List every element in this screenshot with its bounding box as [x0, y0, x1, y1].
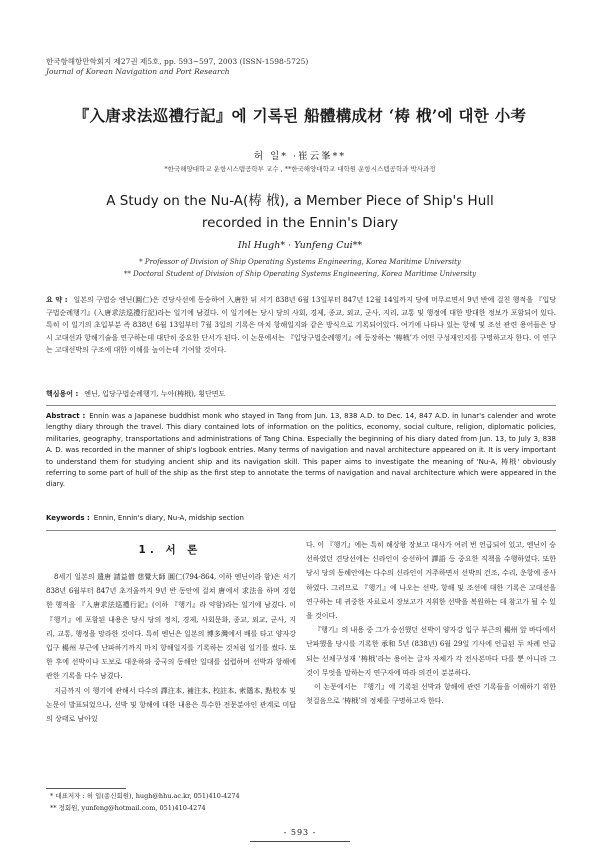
keywords-english [46, 514, 244, 522]
body-paragraph: 다. 이 『행기』에는 특히 해상왕 장보고 대사가 여러 번 언급되어 있고, 엔닌이 승선하였던 견당선에는 신라인이 승선하여 譯語 등 중요한 직책을 수행하였다. 또한 당시 당의 동해안에는 다수의 신라인이 거주하면서 선박의 건조, 수리, 운항에 종사하였다. 그러므로 『행기』에 나오는 선박, 항해 및 조선에 대한 기록은 고대선을 연구하는 데 귀중한 자료로서 장보고가 지휘한 선박을 복원하는 데 참고가 될 수 있을 것이다. [306, 541, 556, 621]
divider-bottom [46, 530, 556, 531]
affiliation-english-line2: ** Doctoral Student of Division of Ship Operating Systems Engineering, Korea Maritime University [123, 270, 477, 278]
abstract-english-text: Ennin was a Japanese buddhist monk who stayed in Tang from Jun. 13, 838 A.D. to Dec. 14, 847 A.D. in lunar's calender and wrote lengthy diary through the travel. This diary contained lots of information on the politics, economy, social culture, religion, diplomatic policies, militaries, geography, transportations and administrations of Tang China. Especially the beginning of his diary dated from Jun. 13, to July 3, 838 A. D. was recorded in the manner of ship's logbook entries. Many terms of navigation and naval architecture appeared on it. It is very important to understand them for studying ancient ship and its navigation skill. This paper aims to investigate the meaning of 'Nu-A, 梼栰' obviously referring to some part of hull of the ship as the first step to annotate the terms of navigation and naval architecture which were appeared in the diary. [46, 412, 556, 489]
footnote-divider [46, 788, 126, 789]
keywords-english-label: Keywords : [46, 514, 90, 522]
section-heading-introduction: 1. 서 론 [138, 544, 202, 556]
title-korean: 『入唐求法巡禮行記』에 기록된 船體構成材 ‘梼 栰’에 대한 小考 [73, 106, 527, 125]
body-paragraph: 이 논문에서는 『행기』에 기록된 선박과 항해에 관련 기록들을 이해하기 위한 첫걸음으로 ‘梼栰’의 정체를 구명하고자 한다. [306, 683, 556, 706]
keywords-korean-text: 엔닌, 입당구법순례행기, 누아(梼栰), 횡단면도 [84, 390, 226, 398]
page-number-underline [250, 841, 350, 842]
authors-korean: 허 일* ·崔云峯** [253, 151, 347, 162]
page-number: - 593 - [283, 828, 317, 837]
body-paragraph: 『행기』의 내용 중 그가 승선했던 선박이 양자강 입구 부근의 楊州 앞 바다에서 난파했을 당시를 기록한 承和 5년 (838년) 6월 29일 기사에 언급된 두 차례 언급되는 선체구성재 ‘梼栰’라는 용어는 글자 자체가 각 전사본마다 다를 뿐 아니라 그것이 무엇을 말하는지 연구자에 따라 의견이 분분하다. [306, 626, 556, 677]
keywords-korean-label: 핵심용어 : [46, 390, 79, 398]
body-paragraph: 지금까지 이 행기에 관해서 다수의 譯注本, 補注本, 校註本, 索隱本, 點校本 및 논문이 발표되었으나, 선박 및 항해에 대한 내용은 특수한 전문분야인 관계로 미답의 상태로 남아있 [46, 686, 296, 724]
keywords-korean [46, 389, 225, 399]
journal-citation: 한국항해항만학회지 제27권 제5호, pp. 593~597, 2003 (ISSN-1598-5725) [46, 57, 309, 66]
body-paragraph: 8세기 일본의 遣唐 請益僧 慈覺大師 圓仁(794-864, 이하 엔닌이라 함)은 서기 838년 6월부터 847년 초겨울까지 9년 반 동안에 걸쳐 唐에서 求法을 하며 경험한 행적을 『入唐求法巡禮行記』(이하 『행기』라 약함)라는 일기에 남겼다. 이 『행기』에 포함된 내용은 당시 당의 정치, 경제, 사회문화, 종교, 외교, 군사, 지리, 교통, 행정을 망라한 것이다. 특히 엔닌은 일본의 博多灣에서 배를 타고 양자강 입구 楊州 부근에 난파하기까지 마치 항해일지를 기록하는 것처럼 일기를 썼다. 또한 후에 선박이나 도보로 대운하와 중국의 동해안 일대를 섭렵하며 선박과 항해에 관한 기록을 다수 남겼다. [46, 573, 296, 681]
journal-header [46, 57, 308, 77]
affiliation-korean: *한국해양대학교 운항시스템공학부 교수 , **한국해양대학교 대학원 운항시스템공학과 박사과정 [164, 165, 436, 173]
keywords-english-text: Ennin, Ennin's diary, Nu-A, midship section [93, 514, 244, 522]
footnote-corresponding-author: * 대표저자 : 허 일(종신회원), hugh@hhu.ac.kr, 051)410-4274 [50, 792, 240, 800]
body-column-left [46, 570, 296, 726]
journal-name-en: Journal of Korean Navigation and Port Research [46, 67, 230, 76]
abstract-english [46, 411, 556, 491]
authors-english: Ihl Hugh* · Yunfeng Cui** [237, 240, 363, 251]
footnotes [50, 790, 240, 814]
divider-top [46, 405, 556, 406]
affiliation-english [30, 256, 570, 280]
title-english-line1: A Study on the Nu-A(梼 栰), a Member Piece of Ship's Hull [106, 193, 494, 209]
abstract-korean [46, 294, 556, 357]
affiliation-english-line1: * Professor of Division of Ship Operating Systems Engineering, Korea Maritime University [139, 258, 461, 266]
body-column-right [306, 538, 556, 708]
title-english-line2: recorded in the Ennin's Diary [201, 215, 399, 231]
abstract-english-label: Abstract : [46, 412, 86, 420]
title-english [40, 190, 560, 234]
abstract-korean-label: 요 약 : [46, 296, 68, 304]
footnote-second-author: ** 정회원, yunfeng@hotmail.com, 051)410-4274 [50, 804, 206, 812]
abstract-korean-text: 일본의 구법승 엔닌(圓仁)은 견당사선에 동승하여 入唐한 뒤 서기 838년 6월 13일부터 847년 12월 14일까지 당에 머무르면서 9년 반에 걸친 행적을 『입당구법순례행기』(入唐求法巡禮行記)라는 일기에 남겼다. 이 일기에는 당시 당의 사회, 경제, 종교, 외교, 군사, 지리, 교통 및 행정에 대한 방대한 정보가 포함되어 있다. 특히 이 일기의 초입부분 즉 838년 6월 13일부터 7월 3일의 기록은 마치 항해일지와 같은 방식으로 기록되어있다. 여기에 나타나 있는 항해 및 조선 관련 용어들은 당시 고대선과 항해기술을 연구하는데 대단히 중요한 단서가 된다. 이 논문에서는 『입당구법순례행기』에 등장하는 ‘梼栰’가 어떤 구성재인지를 구명하고자 한다. 이 연구는 고대선박의 구조에 대한 이해를 높이는데 기여할 것이다. [46, 296, 556, 355]
